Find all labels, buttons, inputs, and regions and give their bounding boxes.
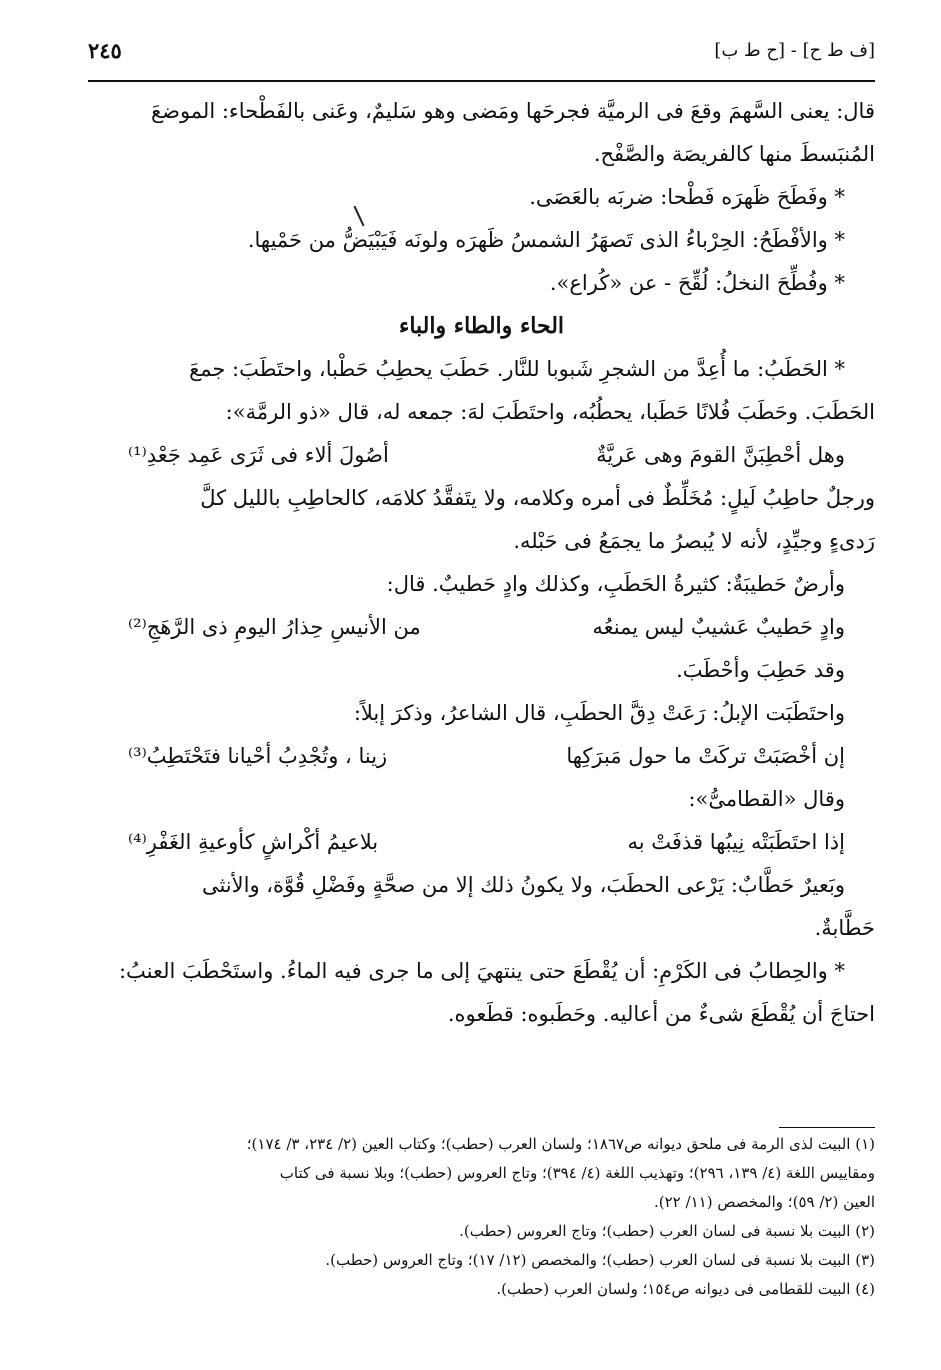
footnotes xyxy=(88,1130,875,1304)
footnote-line: العين (٢/ ٥٩)؛ والمخصص (١١/ ٢٢). xyxy=(654,1193,875,1211)
text-line: واحتَطَبَت الإبلُ: رَعَتْ دِقَّ الحطَبِ، قال الشاعرُ، وذكرَ إبلاً: xyxy=(353,701,845,725)
verse-line xyxy=(88,434,875,477)
page-number: ٢٤٥ xyxy=(88,38,122,63)
verse-first-hemistich: إن أخْصَبَتْ تركَتْ ما حول مَبرَكِها xyxy=(566,744,845,768)
text-line: وبَعيرٌ حَطَّابٌ: يَرْعى الحطَبَ، ولا يكونُ ذلك إلا من صحَّةٍ وفَضْلِ قُوَّة، والأنثى xyxy=(201,873,845,897)
verse-first-hemistich: وادٍ حَطيبٌ عَشيبٌ ليس يمنعُه xyxy=(592,615,845,639)
verse-first-hemistich: وهل أحْطِبَنَّ القومَ وهى عَريَّةٌ xyxy=(596,443,845,467)
verse-first-hemistich: إذا احتَطَبَتْه نِيبُها قذفَتْ به xyxy=(627,830,845,854)
text-line: وقد حَطِبَ وأحْطَبَ. xyxy=(676,658,845,682)
entry-line: * الحَطَبُ: ما أُعِدَّ من الشجرِ شَبوبا للنَّار. حَطَبَ يحطِبُ حَطْبا، واحتَطَبَ: جمعَ xyxy=(189,357,845,381)
text-line: حَطَّابةٌ. xyxy=(814,916,875,940)
text-line: احتاجَ أن يُقْطَعَ شىءٌ من أعاليه. وحَطَبوه: قطَعوه. xyxy=(447,1002,875,1026)
text-line: وقال «القطامىُّ»: xyxy=(688,787,845,811)
text-line: ورجلٌ حاطِبُ لَيلٍ: مُخَلِّطٌ فى أمره وكلامه، ولا يتَفقَّدُ كلامَه، كالحاطِبِ بالليل كلَّ xyxy=(200,486,875,510)
section-heading: الحاء والطاء والباء xyxy=(398,313,565,339)
verse-line xyxy=(88,821,875,864)
text-line: وأرضٌ حَطيبَةٌ: كثيرةُ الحَطَبِ، وكذلك وادٍ حَطيبٌ. قال: xyxy=(386,572,845,596)
verse-second-hemistich: بلاعيمُ أكْراشٍ كأوعيةِ الغَفْرِ⁽⁴⁾ xyxy=(128,830,379,854)
entry-line: * والأفْطَحُ: الحِرْباءُ الذى تَصهَرُ الشمسُ ظَهرَه ولونَه فَيَبْيَضُّ من حَمْيها. xyxy=(247,228,845,252)
footnote-line: (١) البيت لذى الرمة فى ملحق ديوانه ص١٨٦٧؛ ولسان العرب (حطب)؛ وكتاب العين (٢/ ٢٣٤، ٣/ ١٧٤)؛ xyxy=(246,1135,875,1153)
verse-second-hemistich: من الأنيسِ حِذارُ اليومِ ذى الرَّهَجِ⁽²⁾ xyxy=(128,615,421,639)
text-line: رَدىءٍ وجيِّدٍ، لأنه لا يُبصرُ ما يجمَعُ فى حَبْله. xyxy=(513,529,875,553)
footnote-rule xyxy=(779,1127,875,1128)
text-line: الحَطَبَ. وحَطَبَ فُلانًا حَطَبا، يحطُبُه، واحتَطَبَ لهَ: جمعه له، قال «ذو الرمَّة»: xyxy=(225,400,875,424)
running-head: [ف ط ح] - [ح ط ب] xyxy=(714,40,875,61)
verse-line xyxy=(88,606,875,649)
entry-line: * والحِطابُ فى الكَرْمِ: أن يُقْطَعَ حتى ينتهيَ إلى ما جرى فيه الماءُ. واستَحْطَبَ العنبُ: xyxy=(118,959,845,983)
footnote-line: (٣) البيت بلا نسبة فى لسان العرب (حطب)؛ والمخصص (١٢/ ١٧)؛ وتاج العروس (حطب). xyxy=(325,1251,875,1269)
entry-line: * وفَطَحَ ظَهرَه فَطْحا: ضربَه بالعَصَى. xyxy=(529,185,845,209)
entry-line: * وفُطِّحَ النخلُ: لُقِّحَ - عن «كُراع». xyxy=(549,271,845,295)
footnote-line: ومقاييس اللغة (٤/ ١٣٩، ٢٩٦)؛ وتهذيب اللغة (٤/ ٣٩٤)؛ وتاج العروس (حطب)؛ وبلا نسبة فى كتاب xyxy=(279,1164,875,1182)
verse-second-hemistich: أصُولَ ألاء فى ثَرَى عَمِد جَعْدِ⁽¹⁾ xyxy=(128,443,389,467)
header-rule xyxy=(88,80,875,82)
page-header xyxy=(88,40,875,76)
footnote-line: (٤) البيت للقطامى فى ديوانه ص١٥٤؛ ولسان العرب (حطب). xyxy=(496,1280,875,1298)
verse-second-hemistich: زينا ، وتُجْدِبُ أحْيانا فتَحْتَطِبُ⁽³⁾ xyxy=(128,744,388,768)
main-text xyxy=(88,90,875,1036)
footnote-line: (٢) البيت بلا نسبة فى لسان العرب (حطب)؛ وتاج العروس (حطب). xyxy=(459,1222,875,1240)
verse-line xyxy=(88,735,875,778)
text-line: المُنبَسطَ منها كالفريصَة والصَّفْح. xyxy=(593,142,875,166)
text-line: قال: يعنى السَّهمَ وقعَ فى الرميَّة فجرحَها ومَضى وهو سَليمٌ، وعَنى بالفَطْحاء: الموضعَ xyxy=(150,99,875,123)
